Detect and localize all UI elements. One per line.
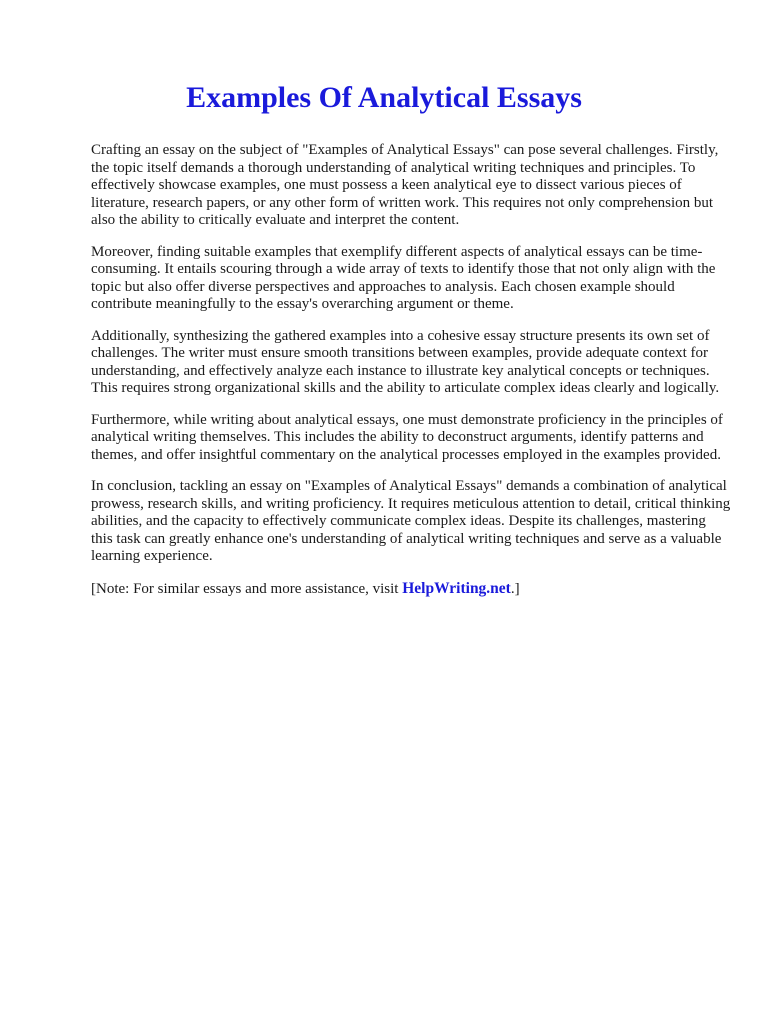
note-prefix: [Note: For similar essays and more assistance, visit <box>91 580 403 597</box>
helpwriting-link[interactable]: HelpWriting.net <box>402 579 511 597</box>
note-suffix: .] <box>510 580 520 597</box>
paragraph-3: Additionally, synthesizing the gathered examples into a cohesive essay structure presents its own set of challenges. The writer must ensure smooth transitions between examples, provide adequate context for understanding, and effectively analyze each instance to illustrate key analytical concepts or techniques. This requires strong organizational skills and the ability to articulate complex ideas clearly and logically. <box>91 327 720 396</box>
paragraph-1: Crafting an essay on the subject of "Examples of Analytical Essays" can pose several challenges. Firstly, the topic itself demands a thorough understanding of analytical writing techniques and principles. To effectively showcase examples, one must possess a keen analytical eye to dissect various pieces of literature, research papers, or any other form of written work. This requires not only comprehension but also the ability to critically evaluate and interpret the content. <box>91 142 719 228</box>
note-line <box>91 580 724 598</box>
document-title: Examples Of Analytical Essays <box>186 81 582 114</box>
paragraph-5: In conclusion, tackling an essay on "Examples of Analytical Essays" demands a combination of analytical prowess, research skills, and writing proficiency. It requires meticulous attention to detail, critical thinking abilities, and the capacity to effectively communicate complex ideas. Despite its challenges, mastering this task can greatly enhance one's understanding of analytical writing techniques and serve as a valuable learning experience. <box>91 478 731 564</box>
paragraph-2: Moreover, finding suitable examples that exemplify different aspects of analytical essays can be time-consuming. It entails scouring through a wide array of texts to identify those that not only align with the topic but also offer diverse perspectives and approaches to analysis. Each chosen example should contribute meaningfully to the essay's overarching argument or theme. <box>91 243 716 312</box>
paragraph-4: Furthermore, while writing about analytical essays, one must demonstrate proficiency in the principles of analytical writing themselves. This includes the ability to deconstruct arguments, identify patterns and themes, and offer insightful commentary on the analytical processes employed in the examples provided. <box>91 411 723 463</box>
